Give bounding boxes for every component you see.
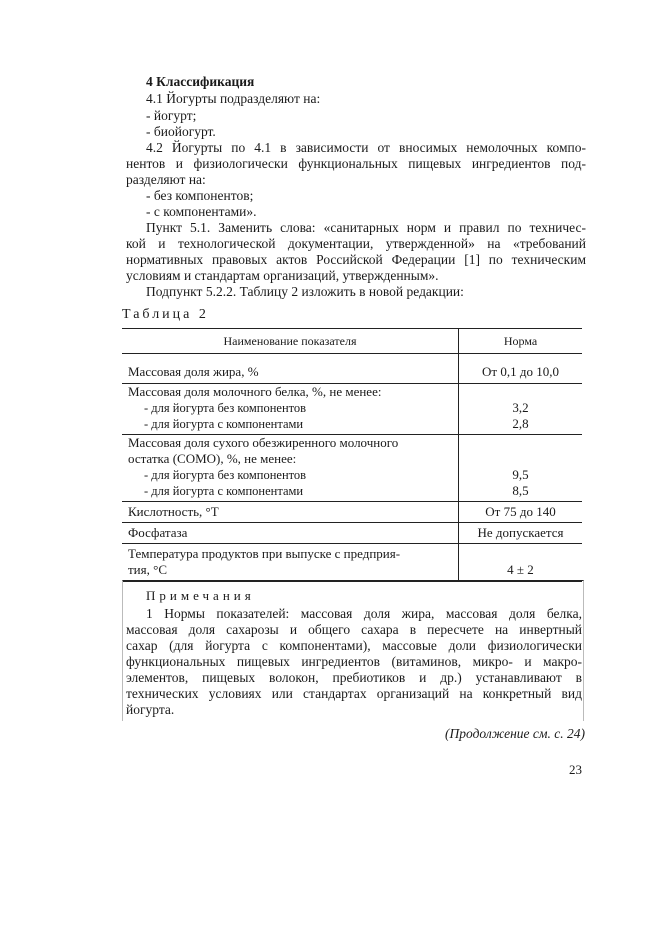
row-label: Температура продуктов при выпуске с предприя- [128,546,401,561]
note-line: функциональных пищевых ингредиентов (витаминов, микро- и макро- [126,654,582,669]
row-sub-label: - для йогурта без компонентов [144,468,307,482]
paragraph-line: условиям и стандартам организаций, утвержденным». [126,268,439,283]
data-table [122,328,582,582]
table-caption: Таблица 2 [122,307,209,322]
column-header: Норма [459,329,583,354]
paragraph-line: кой и технологической документации, утвержденной» на «требований [126,236,586,251]
row-value: 3,2 [512,400,529,415]
note-line: технических условиях или стандартах организаций на конкретный вид [126,686,582,701]
paragraph-line: 4.2 Йогурты по 4.1 в зависимости от вносимых немолочных компо- [146,140,586,155]
row-value: От 0,1 до 10,0 [459,364,583,384]
note-line: массовая доля сахарозы и общего сахара в пересчете на инвертный [126,622,582,637]
row-sub-label: - для йогурта с компонентами [144,417,304,431]
table-row [122,502,582,523]
row-value: От 75 до 140 [459,502,583,523]
row-label: остатка (СОМО), %, не менее: [128,451,297,466]
row-sub-label: - для йогурта без компонентов [144,401,307,415]
page-number: 23 [569,762,582,777]
table-row [122,384,582,435]
paragraph-line: Подпункт 5.2.2. Таблицу 2 изложить в новой редакции: [146,284,464,299]
note-line: элементов, пищевых волокон, пребиотиков и др.) устанавливают в [126,670,582,685]
row-label: Фосфатаза [122,523,459,544]
table-header-row [122,329,582,354]
table-row [122,435,582,502]
paragraph-line: нентов и физиологически функциональных пищевых ингредиентов под- [126,156,586,171]
row-value: Не допускается [459,523,583,544]
row-label: Массовая доля жира, % [122,364,459,384]
section-heading: 4 Классификация [146,74,255,89]
row-value: 8,5 [512,483,529,498]
list-item: - биойогурт. [146,124,216,139]
note-line: сахар (для йогурта с компонентами), массовые доли физиологически [126,638,582,653]
row-value: 9,5 [512,467,529,482]
row-label: Массовая доля молочного белка, %, не менее: [128,384,382,399]
row-label: Массовая доля сухого обезжиренного молочного [128,435,399,450]
continuation-note: (Продолжение см. с. 24) [445,726,585,741]
paragraph-line: разделяют на: [126,172,206,187]
row-label: тия, °С [128,562,167,577]
paragraph-line: 4.1 Йогурты подразделяют на: [146,91,321,106]
row-value: 4 ± 2 [459,544,583,582]
list-item: - йогурт; [146,108,197,123]
row-value: 2,8 [512,416,529,431]
table-row [122,364,582,384]
notes-heading: Примечания [146,588,255,603]
list-item: - без компонентов; [146,188,254,203]
column-header: Наименование показателя [122,329,459,354]
row-sub-label: - для йогурта с компонентами [144,484,304,498]
note-line: йогурта. [126,702,175,717]
list-item: - с компонентами». [146,204,257,219]
paragraph-line: нормативных правовых актов Российской Федерации [1] по техническим [126,252,586,267]
paragraph-line: Пункт 5.1. Заменить слова: «санитарных норм и правил по техничес- [146,220,586,235]
table-row [122,523,582,544]
table-row [122,544,582,582]
row-label: Кислотность, °Т [122,502,459,523]
note-line: 1 Нормы показателей: массовая доля жира, массовая доля белка, [146,606,582,621]
